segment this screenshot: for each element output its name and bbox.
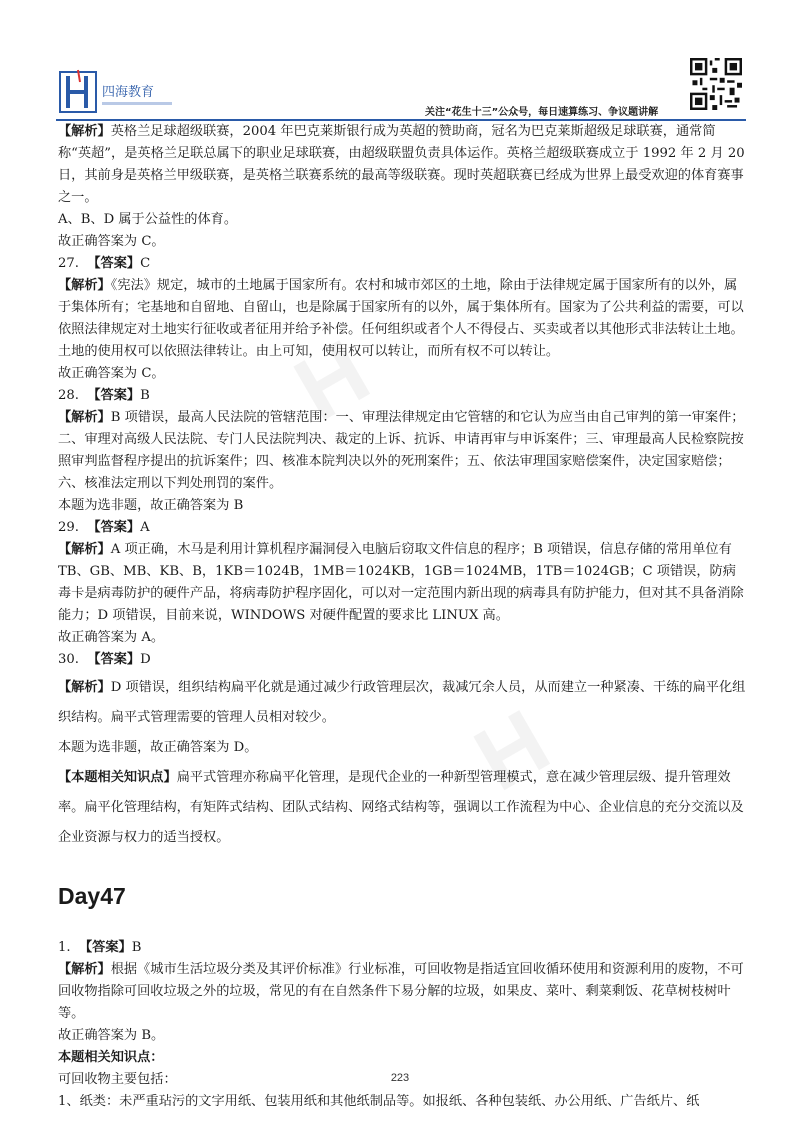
paragraph-text: 本题为选非题，故正确答案为 B [58,498,244,513]
question-number: 28. [58,388,79,403]
page-content [58,121,748,1113]
paragraph [58,649,748,671]
section-label: 【答案】 [78,940,132,955]
section-label: 【本题相关知识点】 [58,770,177,785]
paragraph [58,1025,748,1047]
page-header [0,0,800,122]
answer-30-section [58,673,748,853]
paragraph-text: 1、纸类：未严重玷污的文字用纸、包装用纸和其他纸制品等。如报纸、各种包装纸、办公用纸、广告纸片、纸 [58,1094,700,1109]
paragraph [58,385,748,407]
section-label: 【解析】 [58,962,111,977]
paragraph-text: B [140,388,150,403]
paragraph-text: 故正确答案为 C。 [58,366,165,381]
paragraph-text: 故正确答案为 A。 [58,630,165,645]
page-number: 223 [390,1072,410,1084]
paragraph [58,763,748,853]
question-number: 27. [58,256,79,271]
paragraph-text: 根据《城市生活垃圾分类及其评价标准》行业标准，可回收物是指适宜回收循环使用和资源利用的废物，不可回收物指除可回收垃圾之外的垃圾，常见的有在自然条件下易分解的垃圾，如果皮、菜叶、剩菜剩饭、花草树枝树叶等。 [58,962,744,1021]
logo-text: 四海教育 [102,85,155,100]
paragraph [58,121,748,209]
paragraph [58,959,748,1025]
section-label: 【答案】 [87,652,141,667]
paragraph-text: 故正确答案为 B。 [58,1028,165,1043]
section-label: 【答案】 [87,388,141,403]
watermark-icon: H [279,321,386,441]
paragraph-text: 扁平式管理亦称扁平化管理，是现代企业的一种新型管理模式，意在减少管理层级、提升管理效率。扁平化管理结构，有矩阵式结构、团队式结构、网络式结构等，强调以工作流程为中心、企业信息的充分交流以及企业资源与权力的适当授权。 [58,770,744,845]
paragraph-text: 本题为选非题，故正确答案为 D。 [58,740,258,755]
question-number: 30. [58,652,79,667]
paragraph [58,209,748,231]
paragraph [58,673,748,733]
section-label: 【解析】 [58,680,111,695]
paragraph-text: C [140,256,151,271]
paragraph [58,1047,748,1069]
paragraph-text: 可回收物主要包括： [58,1072,177,1087]
paragraph [58,539,748,627]
paragraph [58,407,748,495]
paragraph [58,733,748,763]
section-label: 【解析】 [58,278,111,293]
paragraph-text: B 项错误，最高人民法院的管辖范围：一、审理法律规定由它管辖的和它认为应当由自己审判的第一审案件；二、审理对高级人民法院、专门人民法院判决、裁定的上诉、抗诉、申请再审与申诉案件；三、审理最高人民检察院按照审判监督程序提出的抗诉案件；四、核准本院判决以外的死刑案件；五、依法审理国家赔偿案件，决定国家赔偿；六、核准法定刑以下判处刑罚的案件。 [58,410,745,491]
paragraph-text: A 项正确，木马是利用计算机程序漏洞侵入电脑后窃取文件信息的程序；B 项错误，信息存储的常用单位有 TB、GB、MB、KB、B，1KB＝1024B，1MB＝1024KB，1GB＝1024MB，1TB＝1024GB；C 项错误，防病毒卡是病毒防护的硬件产品，将病毒防护程序固化，可以对一定范围内新出现的病毒具有防护能力，但对其不具备消除能力；D 项错误，目前来说，WINDOWS 对硬件配置的要求比 LINUX 高。 [58,542,744,623]
answers-section-day46 [58,121,748,671]
section-label: 【解析】 [58,542,111,557]
paragraph-text: 英格兰足球超级联赛，2004 年巴克莱斯银行成为英超的赞助商，冠名为巴克莱斯超级足球联赛，通常简称“英超”，是英格兰足联总属下的职业足球联赛，由超级联盟负责具体运作。英格兰超级联赛成立于 1992 年 2 月 20 日，其前身是英格兰甲级联赛，是英格兰联赛系统的最高等级联赛。现时英超联赛已经成为世界上最受欢迎的体育赛事之一。 [58,124,745,205]
paragraph-text: 本题相关知识点： [58,1050,164,1065]
paragraph-text: 故正确答案为 C。 [58,234,165,249]
header-tagline: 关注“花生十三”公众号，每日速算练习、争议题讲解 [425,107,659,118]
paragraph [58,627,748,649]
section-label: 【解析】 [58,410,111,425]
paragraph [58,517,748,539]
paragraph [58,937,748,959]
watermark-icon: H [459,691,566,811]
paragraph-text: A [140,520,150,535]
question-number: 29. [58,520,79,535]
question-number: 1. [58,940,71,955]
logo-icon [58,68,178,116]
answers-section-day47 [58,937,748,1113]
paragraph-text: D 项错误，组织结构扁平化就是通过减少行政管理层次，裁减冗余人员，从而建立一种紧凑、干练的扁平化组织结构。扁平式管理需要的管理人员相对较少。 [58,680,746,725]
paragraph [58,495,748,517]
paragraph [58,1091,748,1113]
paragraph [58,275,748,363]
section-label: 【答案】 [87,256,141,271]
paragraph-text: B [131,940,142,955]
day-heading: Day47 [58,883,126,909]
paragraph-text: A、B、D 属于公益性的体育。 [58,212,238,227]
section-label: 【答案】 [87,520,141,535]
paragraph [58,253,748,275]
section-label: 【解析】 [58,124,111,139]
paragraph [58,231,748,253]
qr-code-icon [690,58,742,110]
paragraph [58,363,748,385]
paragraph-text: D [140,652,151,667]
paragraph-text: 《宪法》规定，城市的土地属于国家所有。农村和城市郊区的土地，除由于法律规定属于国家所有的以外，属于集体所有；宅基地和自留地、自留山，也是除属于国家所有的以外，属于集体所有。国家为了公共利益的需要，可以依照法律规定对土地实行征收或者征用并给予补偿。任何组织或者个人不得侵占、买卖或者以其他形式非法转让土地。土地的使用权可以依照法律转让。由上可知，使用权可以转让，而所有权不可以转让。 [58,278,744,359]
